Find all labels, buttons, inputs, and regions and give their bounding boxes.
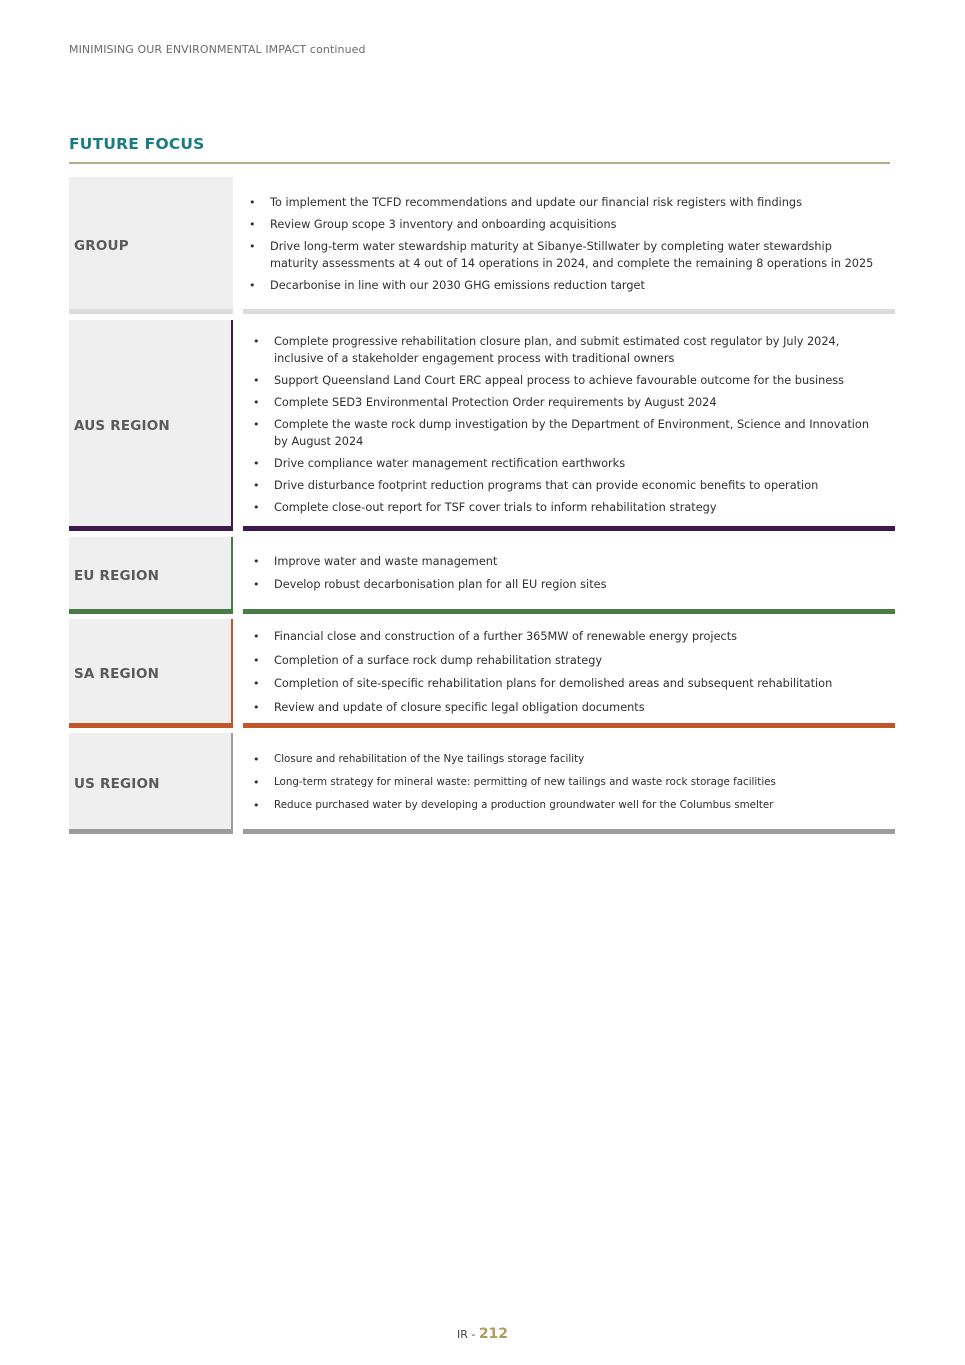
list-item: • Complete SED3 Environmental Protection Order requirements by August 2024 <box>247 394 881 411</box>
list-item: • Drive disturbance footprint reduction programs that can provide economic benefits to operation <box>247 477 881 494</box>
row-content-accent-bar <box>243 309 895 314</box>
list-item: • Financial close and construction of a further 365MW of renewable energy projects <box>247 628 881 645</box>
list-item: • Complete progressive rehabilitation closure plan, and submit estimated cost regulator by July 2024, inclusive of a stakeholder engagement process with traditional owners <box>247 333 881 367</box>
focus-row-aus-region <box>69 320 895 531</box>
list-item: • Drive long-term water stewardship maturity at Sibanye-Stillwater by completing water stewardship maturity assessments at 4 out of 14 operations in 2024, and complete the remaining 8 operations in 2025 <box>243 238 881 272</box>
list-item: • Completion of a surface rock dump rehabilitation strategy <box>247 652 881 669</box>
row-label-cell <box>69 619 233 728</box>
page-footer <box>0 1326 965 1342</box>
list-item: • Develop robust decarbonisation plan for all EU region sites <box>247 576 881 593</box>
row-label: SA REGION <box>74 665 160 682</box>
footer-prefix: IR - <box>456 1328 479 1341</box>
list-item: • Completion of site-specific rehabilitation plans for demolished areas and subsequent rehabilitation <box>247 675 881 692</box>
list-item: • Long-term strategy for mineral waste: permitting of new tailings and waste rock storage facilities <box>247 774 881 791</box>
running-header: MINIMISING OUR ENVIRONMENTAL IMPACT continued <box>69 43 366 56</box>
focus-row-group <box>69 177 895 314</box>
row-label-accent-bar <box>69 829 233 834</box>
bullet-list <box>247 333 881 521</box>
row-content-cell <box>243 177 895 314</box>
focus-row-us-region <box>69 733 895 834</box>
row-label: EU REGION <box>74 567 160 584</box>
row-label-cell <box>69 537 233 614</box>
row-label-cell <box>69 320 233 531</box>
list-item: • Review Group scope 3 inventory and onboarding acquisitions <box>243 216 881 233</box>
list-item: • Review and update of closure specific legal obligation documents <box>247 699 881 716</box>
focus-row-sa-region <box>69 619 895 728</box>
row-label-cell <box>69 177 233 314</box>
list-item: • Decarbonise in line with our 2030 GHG emissions reduction target <box>243 277 881 294</box>
list-item: • Closure and rehabilitation of the Nye tailings storage facility <box>247 751 881 768</box>
row-content-accent-bar <box>243 609 895 614</box>
bullet-list <box>247 751 881 820</box>
row-label: GROUP <box>74 237 129 254</box>
page-number: 212 <box>478 1326 509 1342</box>
row-label-cell <box>69 733 233 834</box>
row-content-accent-bar <box>243 526 895 531</box>
row-content-cell <box>243 320 895 531</box>
row-content-accent-bar <box>243 829 895 834</box>
row-content-accent-bar <box>243 723 895 728</box>
row-content-cell <box>243 619 895 728</box>
list-item: • To implement the TCFD recommendations and update our financial risk registers with findings <box>243 194 881 211</box>
list-item: • Support Queensland Land Court ERC appeal process to achieve favourable outcome for the business <box>247 372 881 389</box>
title-divider <box>69 162 890 164</box>
bullet-list <box>247 553 881 598</box>
bullet-list <box>243 194 881 299</box>
row-label-accent-bar <box>69 609 233 614</box>
row-label-accent-bar <box>69 723 233 728</box>
bullet-list <box>247 628 881 721</box>
row-label-accent-bar <box>69 309 233 314</box>
row-content-cell <box>243 733 895 834</box>
row-content-cell <box>243 537 895 614</box>
row-label: AUS REGION <box>74 417 170 434</box>
list-item: • Improve water and waste management <box>247 553 881 570</box>
section-title: FUTURE FOCUS <box>69 135 205 153</box>
row-label-accent-bar <box>69 526 233 531</box>
list-item: • Drive compliance water management rectification earthworks <box>247 455 881 472</box>
list-item: • Complete the waste rock dump investigation by the Department of Environment, Science and Innovation by August 2024 <box>247 416 881 450</box>
focus-row-eu-region <box>69 537 895 614</box>
list-item: • Complete close-out report for TSF cover trials to inform rehabilitation strategy <box>247 499 881 516</box>
row-label: US REGION <box>74 775 160 792</box>
list-item: • Reduce purchased water by developing a production groundwater well for the Columbus smelter <box>247 797 881 814</box>
